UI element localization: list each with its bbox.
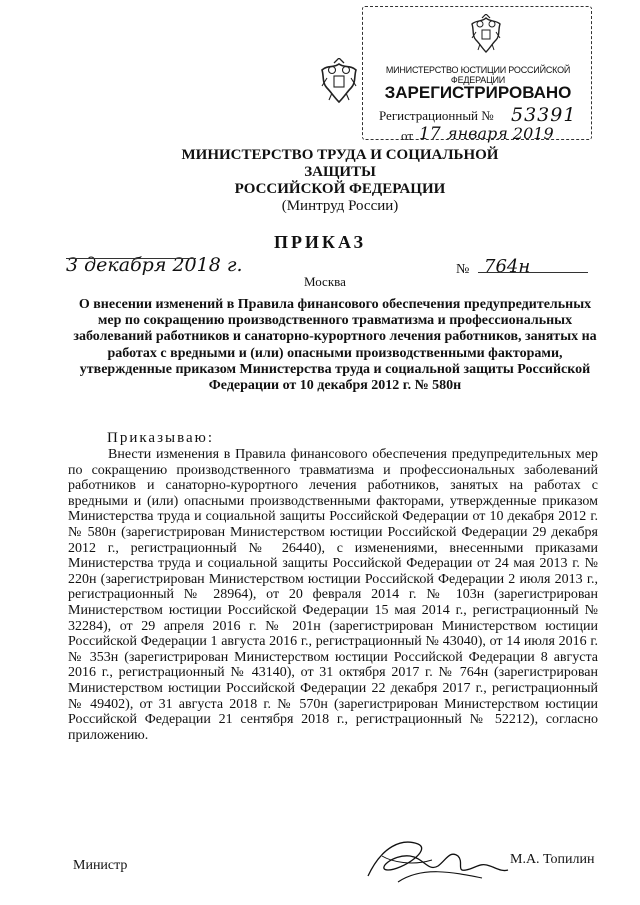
order-number: 764н xyxy=(484,256,531,277)
ministry-short-name: (Минтруд России) xyxy=(281,198,399,214)
signer-name: М.А. Топилин xyxy=(510,852,595,867)
stamp-date-day: 17 xyxy=(419,124,441,144)
signer-position: Министр xyxy=(73,858,128,873)
order-word: Приказываю: xyxy=(107,430,214,446)
stamp-registered: ЗАРЕГИСТРИРОВАНО xyxy=(384,83,572,102)
stamp-reg-number: 53391 xyxy=(511,104,577,126)
number-underline xyxy=(478,272,588,273)
stamp-date-month-year: января 2019 xyxy=(447,124,554,143)
stamp-date-prefix: от xyxy=(401,128,414,143)
order-date: 3 декабря 2018 г. xyxy=(66,254,243,276)
ministry-header xyxy=(150,147,530,215)
document-title: О внесении изменений в Правила финансового обеспечения предупредительных мер по сокращению производственного травматизма и профессиональных заболеваний работников и санаторно-курортного лечения работников, занятых на работах с вредными и (или) опасными производственными факторами, утвержденные приказом Министерства труда и социальной защиты Российской Федерации от 10 декабря 2012 г. № 580н xyxy=(73,297,597,394)
order-city: Москва xyxy=(304,274,346,289)
order-number-label: № xyxy=(456,262,470,277)
stamp-ministry: МИНИСТЕРСТВО ЮСТИЦИИ РОССИЙСКОЙ ФЕДЕРАЦИИ xyxy=(385,65,571,85)
stamp-reg-label: Регистрационный № xyxy=(379,108,494,123)
order-title: ПРИКАЗ xyxy=(273,232,367,252)
ministry-name-line1: МИНИСТЕРСТВО ТРУДА И СОЦИАЛЬНОЙ ЗАЩИТЫ xyxy=(181,147,499,180)
signature-icon xyxy=(362,826,512,892)
registration-stamp xyxy=(362,6,592,144)
coat-of-arms-icon xyxy=(318,58,360,106)
ministry-name-line2: РОССИЙСКОЙ ФЕДЕРАЦИИ xyxy=(234,181,446,197)
date-underline xyxy=(66,258,196,259)
body-paragraph: Внести изменения в Правила финансового обеспечения предупредительных мер по сокращению производственного травматизма и профессиональных заболеваний работников и санаторно-курортного лечения работников, занятых на работах с вредными и (или) опасными производственными факторами, утвержденные приказом Министерства труда и социальной защиты Российской Федерации от 10 декабря 2012 г. № 580н (зарегистрирован Министерством юстиции Российской Федерации 29 декабря 2012 г., регистрационный № 26440), с изменениями, внесенными приказами Министерства труда и социальной защиты Российской Федерации от 24 мая 2013 г. № 220н (зарегистрирован Министерством юстиции Российской Федерации 2 июля 2013 г., регистрационный № 28964), от 20 февраля 2014 г. № 103н (зарегистрирован Министерством юстиции Российской Федерации 15 мая 2014 г., регистрационный № 32284), от 29 апреля 2016 г. № 201н (зарегистрирован Министерством юстиции Российской Федерации 1 августа 2016 г., регистрационный № 43040), от 14 июля 2016 г. № 353н (зарегистрирован Министерством юстиции Российской Федерации 8 августа 2016 г., регистрационный № 43140), от 31 октября 2017 г. № 764н (зарегистрирован Министерством юстиции Российской Федерации 22 декабря 2017 г., регистрационный № 49402), от 31 августа 2018 г. № 570н (зарегистрирован Министерством юстиции Российской Федерации 21 сентября 2018 г., регистрационный № 52212), согласно приложению. xyxy=(68,447,598,743)
